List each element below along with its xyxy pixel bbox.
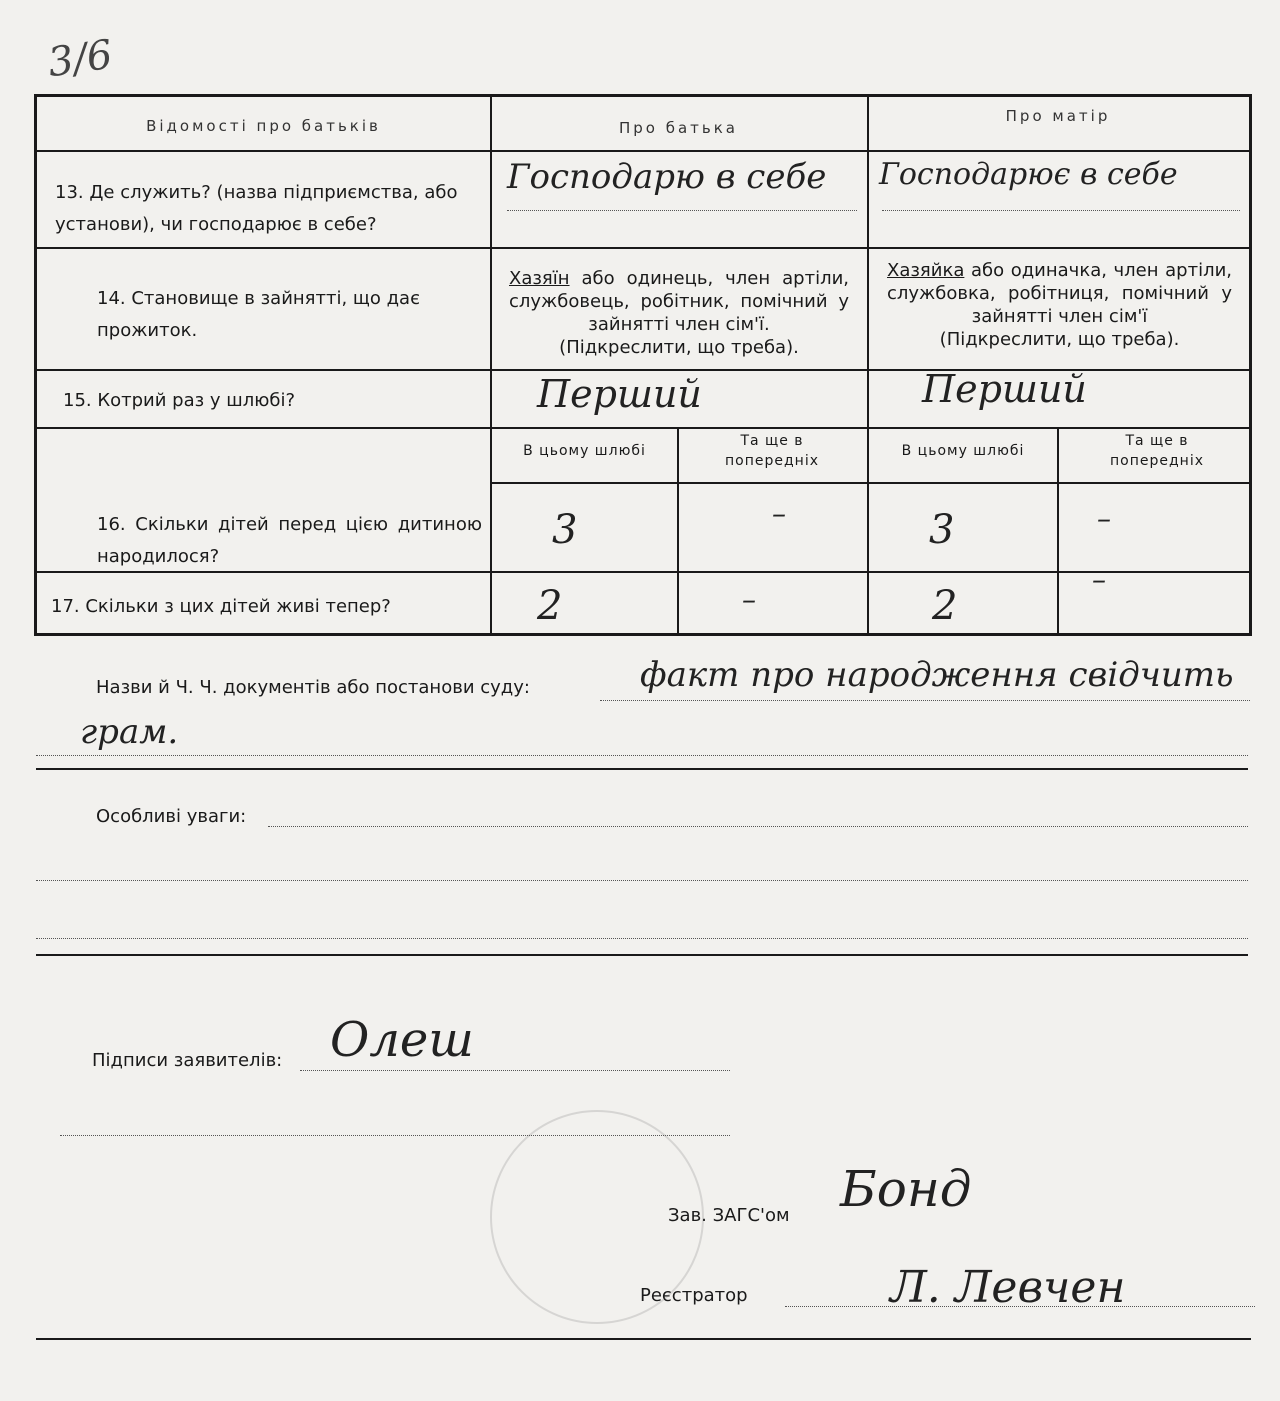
header-parents-info: Відомості про батьків — [146, 117, 381, 135]
answer-15-father: Перший — [537, 372, 702, 416]
zags-signature: Бонд — [840, 1160, 972, 1218]
answer-16-father-prev: – — [772, 497, 786, 530]
subheader-mother-this: В цьому шлюбі — [901, 443, 1025, 459]
registrar-label: Реєстратор — [640, 1285, 748, 1306]
subheader-father-prev: Та ще в попередніх — [725, 433, 819, 469]
question-17: 17. Скільки з цих дітей живі тепер? — [51, 596, 391, 617]
question-13: 13. Де служить? (назва підприємства, або установи), чи господарює в себе? — [55, 182, 458, 235]
subheader-father-this: В цьому шлюбі — [523, 443, 646, 459]
answer-17-father-this: 2 — [537, 583, 563, 629]
remarks-label: Особливі уваги: — [96, 806, 247, 827]
zags-label: Зав. ЗАГС'ом — [668, 1205, 790, 1226]
documents-label: Назви й Ч. Ч. документів або постанови суду: — [96, 677, 530, 698]
options-14-mother: Хазяйка або одиначка, член артіли, службовка, робітниця, помічний у зайнятті член сім'ї (Підкреслити, що треба). — [887, 260, 1232, 350]
page-number: 3/6 — [45, 31, 116, 87]
stamp-circle — [490, 1110, 704, 1324]
note-14-mother: (Підкреслити, що треба). — [939, 329, 1180, 350]
answer-15-mother: Перший — [922, 367, 1087, 411]
answer-16-mother-this: 3 — [929, 507, 955, 553]
answer-16-father-this: 3 — [552, 507, 578, 553]
header-father: Про батька — [618, 119, 739, 137]
parents-info-table — [34, 94, 1252, 636]
options-14-father: Хазяїн або одинець, член артіли, службовець, робітник, помічний у зайнятті член сім'ї. (Підкреслити, що треба). — [509, 268, 849, 358]
answer-17-father-prev: – — [742, 583, 756, 616]
documents-value-line2: грам. — [80, 712, 179, 752]
question-14: 14. Становище в зайнятті, що дає прожиток. — [97, 288, 420, 341]
answer-17-mother-prev: – — [1092, 563, 1106, 596]
note-14-father: (Підкреслити, що треба). — [559, 337, 799, 358]
question-16: 16. Скільки дітей перед цією дитиною народилося? — [97, 514, 482, 567]
underlined-option-mother: Хазяйка — [887, 260, 965, 281]
subheader-mother-prev: Та ще в попередніх — [1110, 433, 1204, 469]
signatures-label: Підписи заявителів: — [92, 1050, 283, 1071]
applicant-signature: Олеш — [330, 1012, 474, 1068]
documents-value-line1: факт про народження свідчить — [640, 655, 1234, 695]
answer-13-mother: Господарює в себе — [879, 157, 1178, 192]
registrar-signature: Л. Левчен — [890, 1262, 1126, 1313]
question-15: 15. Котрий раз у шлюбі? — [63, 390, 296, 411]
answer-13-father: Господарю в себе — [507, 157, 827, 197]
header-mother: Про матір — [1005, 107, 1111, 125]
answer-17-mother-this: 2 — [932, 583, 958, 629]
underlined-option-father: Хазяїн — [509, 268, 570, 289]
answer-16-mother-prev: – — [1097, 502, 1111, 535]
